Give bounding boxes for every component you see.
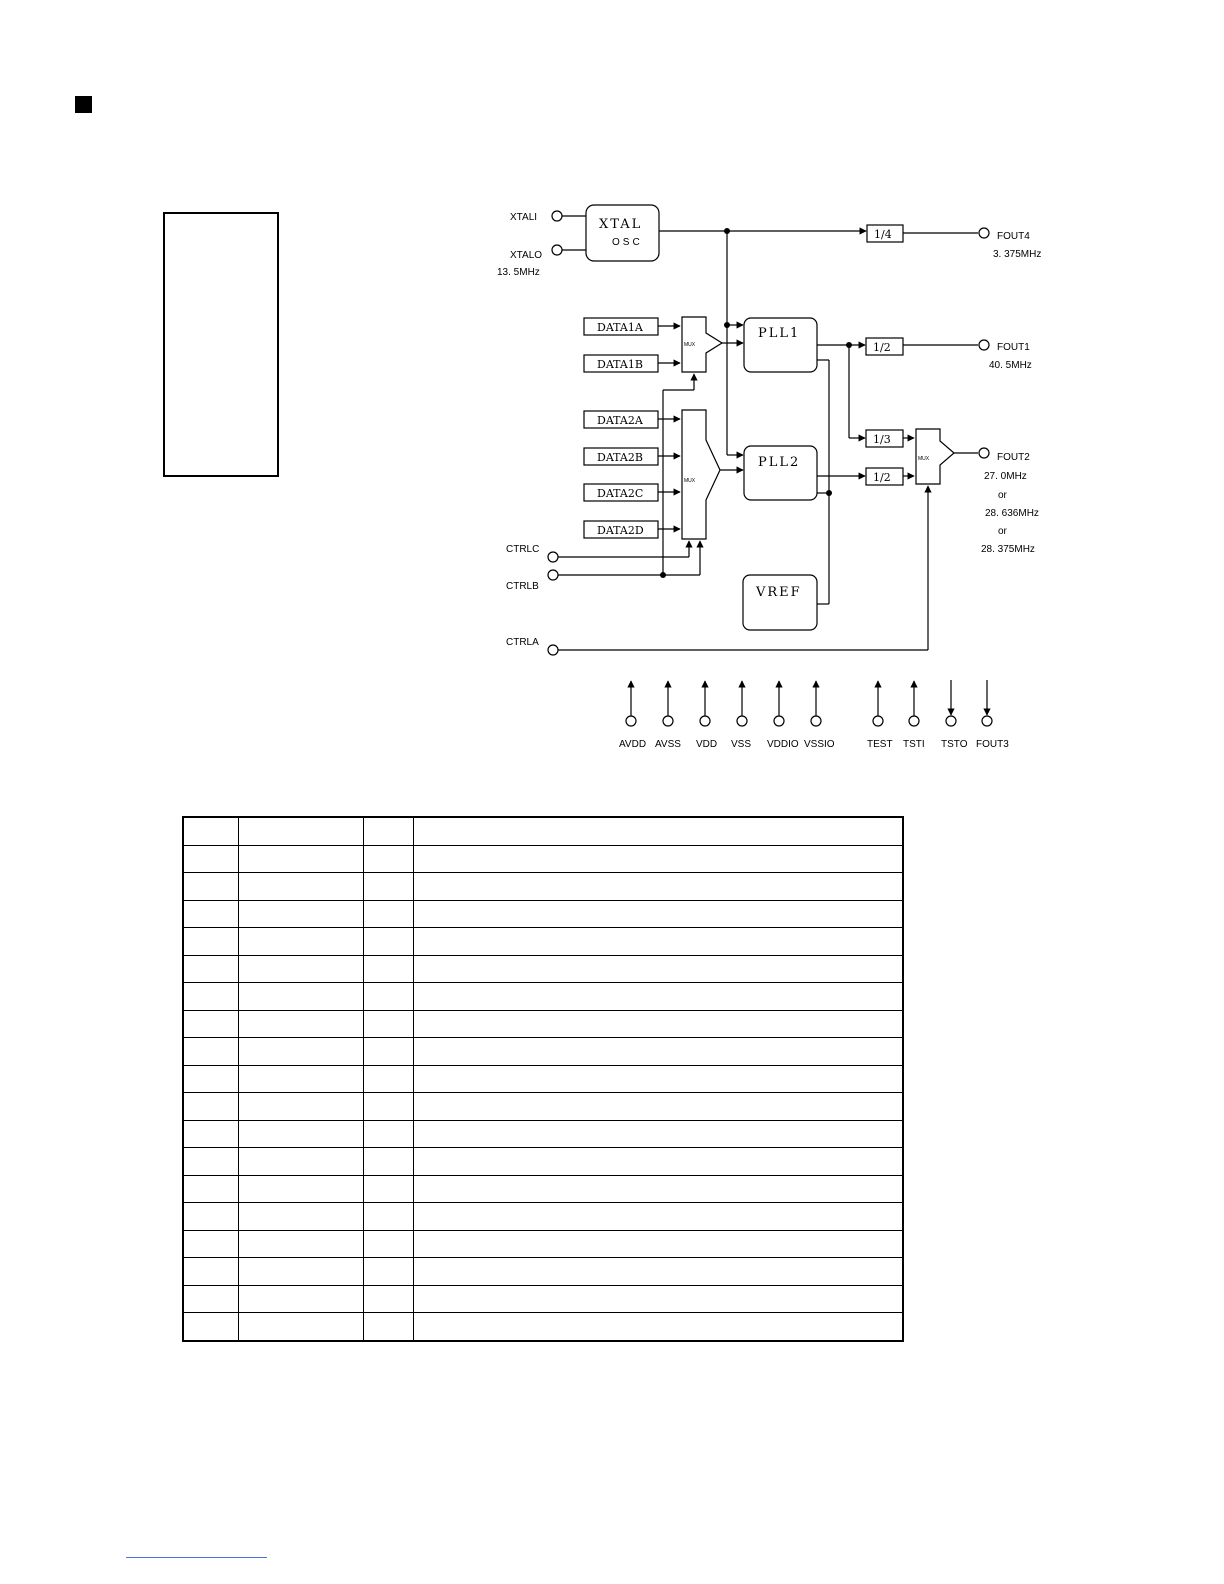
table-row: [183, 1010, 903, 1038]
table-cell: [414, 1120, 904, 1148]
table-cell: [414, 1313, 904, 1341]
table-cell: [414, 1148, 904, 1176]
table-cell: [183, 1120, 239, 1148]
table-row: [183, 845, 903, 873]
label-ctrla: CTRLA: [506, 637, 539, 648]
table-cell: [414, 1038, 904, 1066]
pin-ctrlc: [548, 552, 558, 562]
label-fout4: FOUT4: [997, 231, 1030, 242]
table-cell: [183, 1093, 239, 1121]
table-cell: [239, 1203, 364, 1231]
table-row: [183, 1230, 903, 1258]
label-vss: VSS: [731, 739, 752, 750]
table-cell: [364, 1010, 414, 1038]
table-cell: [364, 1148, 414, 1176]
label-div-1-2-a: 1/2: [873, 341, 891, 354]
vref-block: [743, 575, 817, 630]
table-row: [183, 1093, 903, 1121]
table-cell: [414, 1285, 904, 1313]
table-cell: [364, 817, 414, 845]
label-fout4-freq: 3. 375MHz: [993, 249, 1042, 260]
label-ctrlc: CTRLC: [506, 544, 540, 555]
table-cell: [364, 1065, 414, 1093]
table-cell: [364, 1175, 414, 1203]
table-row: [183, 955, 903, 983]
table-cell: [414, 1258, 904, 1286]
table-cell: [364, 1230, 414, 1258]
table-cell: [183, 1230, 239, 1258]
table-cell: [183, 928, 239, 956]
table-row: [183, 983, 903, 1011]
bottom-pins: [626, 680, 992, 726]
label-or-2: or: [998, 526, 1007, 537]
pin-fout4: [979, 228, 989, 238]
table-cell: [239, 1175, 364, 1203]
table-cell: [364, 983, 414, 1011]
table-cell: [364, 873, 414, 901]
label-tsto: TSTO: [941, 739, 968, 750]
pin-fout2: [979, 448, 989, 458]
label-mux1: MUX: [684, 342, 696, 348]
table-cell: [183, 900, 239, 928]
pin-xtali: [552, 211, 562, 221]
table-cell: [183, 1065, 239, 1093]
table-cell: [239, 1093, 364, 1121]
label-fout3: FOUT3: [976, 739, 1009, 750]
label-xtal: XTAL: [599, 217, 643, 232]
xtal-osc-block: [586, 205, 659, 261]
label-vdd: VDD: [696, 739, 718, 750]
table-row: [183, 1120, 903, 1148]
label-pll1: PLL1: [758, 326, 801, 341]
label-div-1-4: 1/4: [874, 228, 892, 241]
pin-xtalo: [552, 245, 562, 255]
pin-ctrla: [548, 645, 558, 655]
label-vddio: VDDIO: [767, 739, 799, 750]
table-cell: [239, 928, 364, 956]
table-cell: [183, 1258, 239, 1286]
label-fout2-freq2: 28. 636MHz: [985, 508, 1039, 519]
table-row: [183, 1285, 903, 1313]
label-xtali: XTALI: [510, 212, 538, 223]
label-data2b: DATA2B: [597, 451, 643, 464]
table-cell: [414, 1065, 904, 1093]
table-row: [183, 873, 903, 901]
table-cell: [183, 817, 239, 845]
table-cell: [364, 1038, 414, 1066]
label-fout1-freq: 40. 5MHz: [989, 360, 1032, 371]
table-cell: [414, 1230, 904, 1258]
table-cell: [239, 1065, 364, 1093]
label-mux3: MUX: [918, 456, 930, 462]
table-row: [183, 900, 903, 928]
label-div-1-2-b: 1/2: [873, 471, 891, 484]
table-cell: [364, 1203, 414, 1231]
table-cell: [414, 928, 904, 956]
label-div-1-3: 1/3: [873, 433, 891, 446]
table-cell: [239, 1258, 364, 1286]
label-xtalo: XTALO: [510, 250, 543, 261]
label-ctrlb: CTRLB: [506, 581, 539, 592]
pin-table: [182, 816, 904, 1342]
table-cell: [183, 1148, 239, 1176]
table-cell: [183, 873, 239, 901]
table-cell: [364, 1285, 414, 1313]
table-row: [183, 1038, 903, 1066]
label-test: TEST: [867, 739, 893, 750]
table-cell: [414, 1093, 904, 1121]
table-cell: [364, 1120, 414, 1148]
table-row: [183, 817, 903, 845]
table-cell: [414, 983, 904, 1011]
table-cell: [183, 1203, 239, 1231]
table-row: [183, 1175, 903, 1203]
label-fout1: FOUT1: [997, 342, 1030, 353]
table-cell: [414, 873, 904, 901]
label-vssio: VSSIO: [804, 739, 835, 750]
table-cell: [239, 1313, 364, 1341]
label-xtal-freq: 13. 5MHz: [497, 267, 540, 278]
table-cell: [239, 1010, 364, 1038]
table-cell: [364, 845, 414, 873]
label-data2a: DATA2A: [597, 414, 643, 427]
table-cell: [239, 983, 364, 1011]
table-cell: [239, 1120, 364, 1148]
table-cell: [414, 955, 904, 983]
label-or-1: or: [998, 490, 1007, 501]
table-cell: [183, 1313, 239, 1341]
table-cell: [183, 845, 239, 873]
table-cell: [364, 1093, 414, 1121]
pin-fout1: [979, 340, 989, 350]
label-data1a: DATA1A: [597, 321, 643, 334]
label-data2c: DATA2C: [597, 487, 644, 500]
mux2: [682, 410, 720, 539]
table-row: [183, 1148, 903, 1176]
table-cell: [183, 955, 239, 983]
label-mux2: MUX: [684, 478, 696, 484]
table-cell: [239, 955, 364, 983]
table-row: [183, 1065, 903, 1093]
footer-link-underline: [126, 1557, 267, 1558]
table-cell: [364, 1313, 414, 1341]
label-tsti: TSTI: [903, 739, 925, 750]
label-data1b: DATA1B: [597, 358, 643, 371]
table-cell: [183, 983, 239, 1011]
pin-ctrlb: [548, 570, 558, 580]
table-cell: [414, 845, 904, 873]
table-cell: [364, 900, 414, 928]
table-cell: [239, 1230, 364, 1258]
table-cell: [239, 1038, 364, 1066]
table-row: [183, 1313, 903, 1341]
table-row: [183, 1258, 903, 1286]
table-cell: [239, 817, 364, 845]
label-avss: AVSS: [655, 739, 681, 750]
table-row: [183, 928, 903, 956]
table-cell: [239, 845, 364, 873]
label-vref: VREF: [756, 585, 802, 600]
label-fout2-freq3: 28. 375MHz: [981, 544, 1035, 555]
table-cell: [239, 900, 364, 928]
pin-table-body: [183, 817, 903, 1341]
label-osc: OSC: [612, 237, 643, 248]
table-cell: [364, 1258, 414, 1286]
table-cell: [239, 1148, 364, 1176]
label-fout2-freq1: 27. 0MHz: [984, 471, 1027, 482]
table-cell: [183, 1010, 239, 1038]
table-row: [183, 1203, 903, 1231]
table-cell: [414, 1175, 904, 1203]
label-avdd: AVDD: [619, 739, 647, 750]
label-fout2: FOUT2: [997, 452, 1030, 463]
table-cell: [239, 1285, 364, 1313]
table-cell: [183, 1038, 239, 1066]
table-cell: [183, 1285, 239, 1313]
label-data2d: DATA2D: [597, 524, 644, 537]
table-cell: [414, 817, 904, 845]
label-pll2: PLL2: [758, 455, 801, 470]
table-cell: [239, 873, 364, 901]
table-cell: [364, 928, 414, 956]
table-cell: [364, 955, 414, 983]
table-cell: [414, 1010, 904, 1038]
table-cell: [414, 900, 904, 928]
table-cell: [414, 1203, 904, 1231]
table-cell: [183, 1175, 239, 1203]
